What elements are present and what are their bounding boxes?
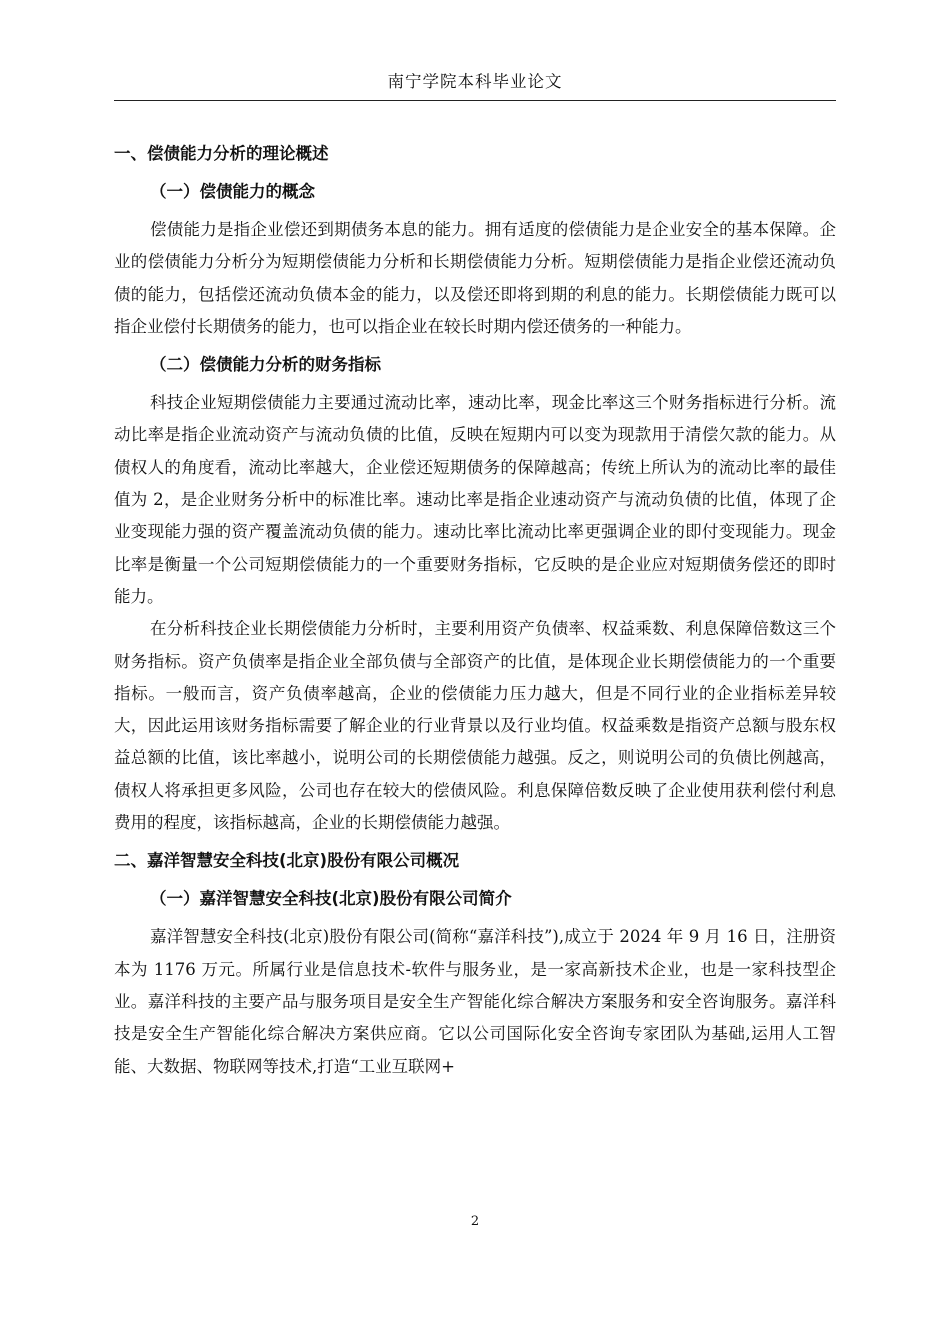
section-heading-2: 二、嘉洋智慧安全科技(北京)股份有限公司概况: [114, 851, 460, 871]
paragraph-debt-capacity-concept: 偿债能力是指企业偿还到期债务本息的能力。拥有适度的偿债能力是企业安全的基本保障。企业的偿债能力分析分为短期偿债能力分析和长期偿债能力分析。短期偿债能力是指企业偿还流动负债的能力，包括偿还流动负债本金的能力，以及偿还即将到期的利息的能力。长期偿债能力既可以指企业偿付长期债务的能力，也可以指企业在较长时期内偿还债务的一种能力。: [114, 220, 836, 336]
paragraph-long-term-indicators: 在分析科技企业长期偿债能力分析时，主要利用资产负债率、权益乘数、利息保障倍数这三个财务指标。资产负债率是指企业全部负债与全部资产的比值，是体现企业长期偿债能力的一个重要指标。一般而言，资产负债率越高，企业的偿债能力压力越大，但是不同行业的企业指标差异较大，因此运用该财务指标需要了解企业的行业背景以及行业均值。权益乘数是指资产总额与股东权益总额的比值，该比率越小，说明公司的长期偿债能力越强。反之，则说明公司的负债比例越高，债权人将承担更多风险，公司也存在较大的偿债风险。利息保障倍数反映了企业使用获利偿付利息费用的程度，该指标越高，企业的长期偿债能力越强。: [114, 619, 836, 833]
running-header: 南宁学院本科毕业论文: [387, 72, 563, 91]
page-number: 2: [470, 1214, 480, 1229]
page-body: [114, 138, 836, 1089]
header-divider: [114, 100, 836, 101]
paragraph-short-term-indicators: 科技企业短期偿债能力主要通过流动比率，速动比率，现金比率这三个财务指标进行分析。流动比率是指企业流动资产与流动负债的比值，反映在短期内可以变为现款用于清偿欠款的能力。从债权人的角度看，流动比率越大，企业偿还短期债务的保障越高；传统上所认为的流动比率的最佳值为 2，是企业财务分析中的标准比率。速动比率是指企业速动资产与流动负债的比值，体现了企业变现能力强的资产覆盖流动负债的能力。速动比率比流动比率更强调企业的即付变现能力。现金比率是衡量一个公司短期偿债能力的一个重要财务指标，它反映的是企业应对短期债务偿还的即时能力。: [114, 393, 836, 606]
subsection-heading-1-2: （二）偿债能力分析的财务指标: [150, 355, 381, 375]
paragraph-company-introduction: 嘉洋智慧安全科技(北京)股份有限公司(简称“嘉洋科技”),成立于 2024 年 9 月 16 日，注册资本为 1176 万元。所属行业是信息技术-软件与服务业，是一家高新技术企业，也是一家科技型企业。嘉洋科技的主要产品与服务项目是安全生产智能化综合解决方案服务和安全咨询服务。嘉洋科技是安全生产智能化综合解决方案供应商。它以公司国际化安全咨询专家团队为基础,运用人工智能、大数据、物联网等技术,打造“工业互联网+: [114, 927, 836, 1076]
subsection-heading-1-1: （一）偿债能力的概念: [150, 182, 315, 201]
subsection-heading-2-1: （一）嘉洋智慧安全科技(北京)股份有限公司简介: [150, 889, 512, 909]
section-heading-1: 一、偿债能力分析的理论概述: [114, 144, 329, 163]
